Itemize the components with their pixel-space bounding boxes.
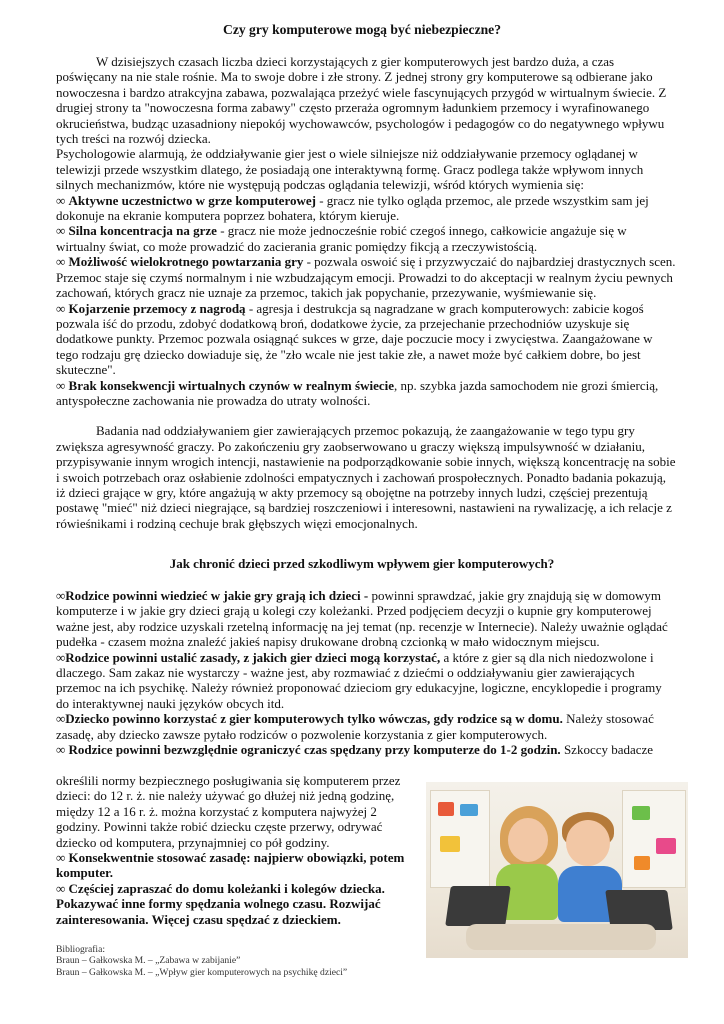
boy-face (566, 820, 610, 866)
mechanism-item (56, 223, 676, 254)
bibliography-item: Braun – Gałkowska M. – „Wpływ gier komputerowych na psychikę dzieci” (56, 966, 348, 978)
mechanism-item (56, 378, 676, 409)
mechanism-heading: Kojarzenie przemocy z nagrodą (68, 300, 246, 316)
section-heading: Jak chronić dzieci przed szkodliwym wpływem gier komputerowych? (169, 556, 555, 571)
mechanism-item (56, 193, 676, 224)
infinity-bullet-icon: ∞ (56, 300, 66, 316)
bibliography-label: Bibliografia: (56, 944, 106, 955)
page-title: Czy gry komputerowe mogą być niebezpieczne? (223, 22, 501, 37)
advice-item (56, 711, 676, 742)
infinity-bullet-icon: ∞ (56, 649, 66, 665)
advice-item (56, 588, 676, 650)
advice-heading: Dziecko powinno korzystać z gier komputerowych tylko wówczas, gdy rodzice są w domu. (65, 711, 563, 727)
infinity-bullet-icon: ∞ (56, 192, 66, 208)
final-tip (56, 881, 416, 927)
intro-paragraph: W dzisiejszych czasach liczba dzieci korzystających z gier komputerowych jest bardzo duża, a czas poświęcany na nie stale rośnie. Ma to swoje dobre i złe strony. Z jednej strony gry komputerowe są odbierane jako nowoczesna i bardzo atrakcyjna zabawa, pozwalająca przeżyć wiele fascynujących przygód w wirtualnym świecie. Z drugiej strony ta "nowoczesna forma zabawy" często przeraża ogromnym ładunkiem przemocy i wyrafinowanego okrucieństwa, budząc uzasadniony niepokój wychowawców, psychologów i pedagogów co do negatywnego wpływu tych treści na rozwój dziecka. (56, 54, 667, 147)
toy-block (634, 856, 650, 870)
advice-text: Szkoccy badacze (560, 742, 654, 758)
mechanism-text: , np. szybka jazda samochodem nie grozi śmiercią, antyspołeczne zachowania nie prowadza do utraty wolności. (56, 377, 659, 408)
advice-heading: Rodzice powinni bezwzględnie ograniczyć czas spędzany przy komputerze do 1-2 godzin. (68, 742, 561, 758)
mechanism-heading: Możliwość wielokrotnego powtarzania gry (68, 254, 304, 270)
mechanism-text: - gracz nie może jednocześnie robić czegoś innego, całkowicie angażuje się w wirtualny świat, co może prowadzić do zacierania granic pomiędzy fikcją a rzeczywistością. (56, 223, 627, 254)
toy-block (656, 838, 676, 854)
advice-continued (56, 773, 416, 927)
mechanism-heading: Brak konsekwencji wirtualnych czynów w realnym świecie (68, 377, 394, 393)
mechanism-heading: Silna koncentracja na grze (68, 223, 217, 239)
mechanism-text: - agresja i destrukcja są nagradzane w grach komputerowych: zabicie kogoś pozwala iść do przodu, zdobyć dodatkową broń, dodatkowe życie, za przejechanie przechodniów uzyskuje się dodatkowe punkty. Przemoc pozwala osiągnąć sukces w grze, daje poczucie mocy i zwycięstwa. Zaangażowane w tego rodzaju grę dziecko dowiaduje się, że "zło wcale nie jest takie złe, a nawet może być całkiem dobre, bo jest skuteczne". (56, 300, 653, 378)
final-tip-text: Konsekwentnie stosować zasadę: najpierw obowiązki, potem komputer. (56, 850, 405, 881)
advice-heading: Rodzice powinni ustalić zasady, z jakich gier dzieci mogą korzystać, (65, 649, 441, 665)
final-tip-text: Częściej zapraszać do domu koleżanki i kolegów dziecka. Pokazywać inne formy spędzania wolnego czasu. Rozwijać zainteresowania. Więcej czasu spędzać z dzieckiem. (56, 880, 385, 927)
infinity-bullet-icon: ∞ (56, 742, 66, 758)
toy-block (460, 804, 478, 816)
mechanism-item (56, 301, 676, 378)
advice-text: Należy stosować zasadę, aby dziecko zawsze pytało rodziców o pozwolenie korzystania z gier komputerowych. (56, 711, 654, 742)
bibliography (56, 944, 347, 978)
infinity-bullet-icon: ∞ (56, 850, 66, 866)
infinity-bullet-icon: ∞ (56, 711, 66, 727)
final-tip (56, 850, 416, 881)
advice-heading: Rodzice powinni wiedzieć w jakie gry grają ich dzieci - (65, 588, 369, 603)
mechanism-text: - pozwala oswoić się i przyzwyczaić do najbardziej drastycznych scen. Przemoc staje się czymś normalnym i nie wzbudzającym emocji. Prowadzi to do akceptacji w realnym życiu pewnych zachowań, których gracz nie uznaje za przemoc, takich jak popychanie, przezywanie, wyśmiewanie się. (56, 254, 676, 301)
bibliography-item: Braun – Gałkowska M. – „Zabawa w zabijanie” (56, 955, 241, 967)
infinity-bullet-icon: ∞ (56, 254, 66, 270)
girl-face (508, 818, 548, 862)
mechanism-item (56, 254, 676, 300)
research-paragraph: Badania nad oddziaływaniem gier zawierających przemoc pokazują, że zaangażowanie w tego typu gry zwiększa agresywność graczy. Po zakończeniu gry zaobserwowano u graczy większą impulsywność w działaniu, przypisywanie innym wrogich intencji, nastawienie na podporządkowanie sobie innych, większą koncentrację na sobie i swoich potrzebach oraz osłabienie zdolności empatycznych i zachowań prospołecznych. Ponadto badania pokazują, iż dzieci grające w gry, które angażują w akty przemocy są obojętne na potrzeby innych ludzi, częściej prezentują postawę "mieć" niż dzieci niegrające, są bardziej roszczeniowi i interesowni, nastawieni na rywalizację, a ich relacje z rówieśnikami i rodziną cechuje brak głębszych więzi emocjonalnych. (56, 423, 676, 531)
advice-continued-text: określili normy bezpiecznego posługiwania się komputerem przez dzieci: do 12 r. ż. nie należy używać go dłużej niż jedną godzinę, między 12 a 16 r. ż. można korzystać z komputera najwyżej 2 godziny. Powinni także robić dziecku częste przerwy, odrywać dziecko od komputera, przynajmniej co pół godziny. (56, 773, 401, 850)
mechanism-text: - gracz nie tylko ogląda przemoc, ale przede wszystkim sam jej dokonuje na ekranie komputera poprzez bohatera, którym kieruje. (56, 192, 649, 224)
floor-legs (466, 924, 656, 950)
advice-item (56, 650, 676, 712)
advice-item (56, 742, 676, 757)
mechanism-heading: Aktywne uczestnictwo w grze komputerowej (68, 192, 316, 208)
psychologists-paragraph: Psychologowie alarmują, że oddziaływanie gier jest o wiele silniejsze niż oddziaływanie przemocy oglądanej w telewizji przede wszystkim dlatego, że posiadają one interaktywną formę. Gracz podlega także wpływom innych silnych mechanizmów, które nie występują podczas oglądania telewizji, wśród których wymienia się: (56, 146, 644, 193)
advice-text: powinni sprawdzać, jakie gry znajdują się w domowym komputerze i w jakie gry dzieci grają u kolegi czy koleżanki. Przed podjęciem decyzji o kupnie gry komputerowej ważne jest, aby rodzice uzyskali rzetelną informację na jej temat (np. recenzje w Internecie). Należy uważnie oglądać pudełka - czasem można znaleźć jakieś napisy drukowane drobną czcionką w mało widocznym miejscu. (56, 588, 668, 650)
children-laptops-photo (426, 782, 688, 958)
toy-block (438, 802, 454, 816)
intro-section (56, 54, 676, 531)
advice-section (56, 588, 676, 757)
toy-block (440, 836, 460, 852)
toy-shelf (622, 790, 686, 888)
infinity-bullet-icon: ∞ (56, 223, 66, 239)
infinity-bullet-icon: ∞ (56, 588, 66, 603)
infinity-bullet-icon: ∞ (56, 880, 66, 896)
laptop-left (445, 886, 511, 926)
advice-text: a które z gier są dla nich niedozwolone i dlaczego. Sam zakaz nie wystarczy - ważne jest, aby rozmawiać z dziećmi o oddziaływaniu gier zawierających przemoc na ich psychikę. Należy również proponować dzieciom gry edukacyjne, logiczne, encyklopedie i programy do interaktywnej nauki języków obcych itd. (56, 649, 662, 711)
toy-block (632, 806, 650, 820)
infinity-bullet-icon: ∞ (56, 377, 66, 393)
